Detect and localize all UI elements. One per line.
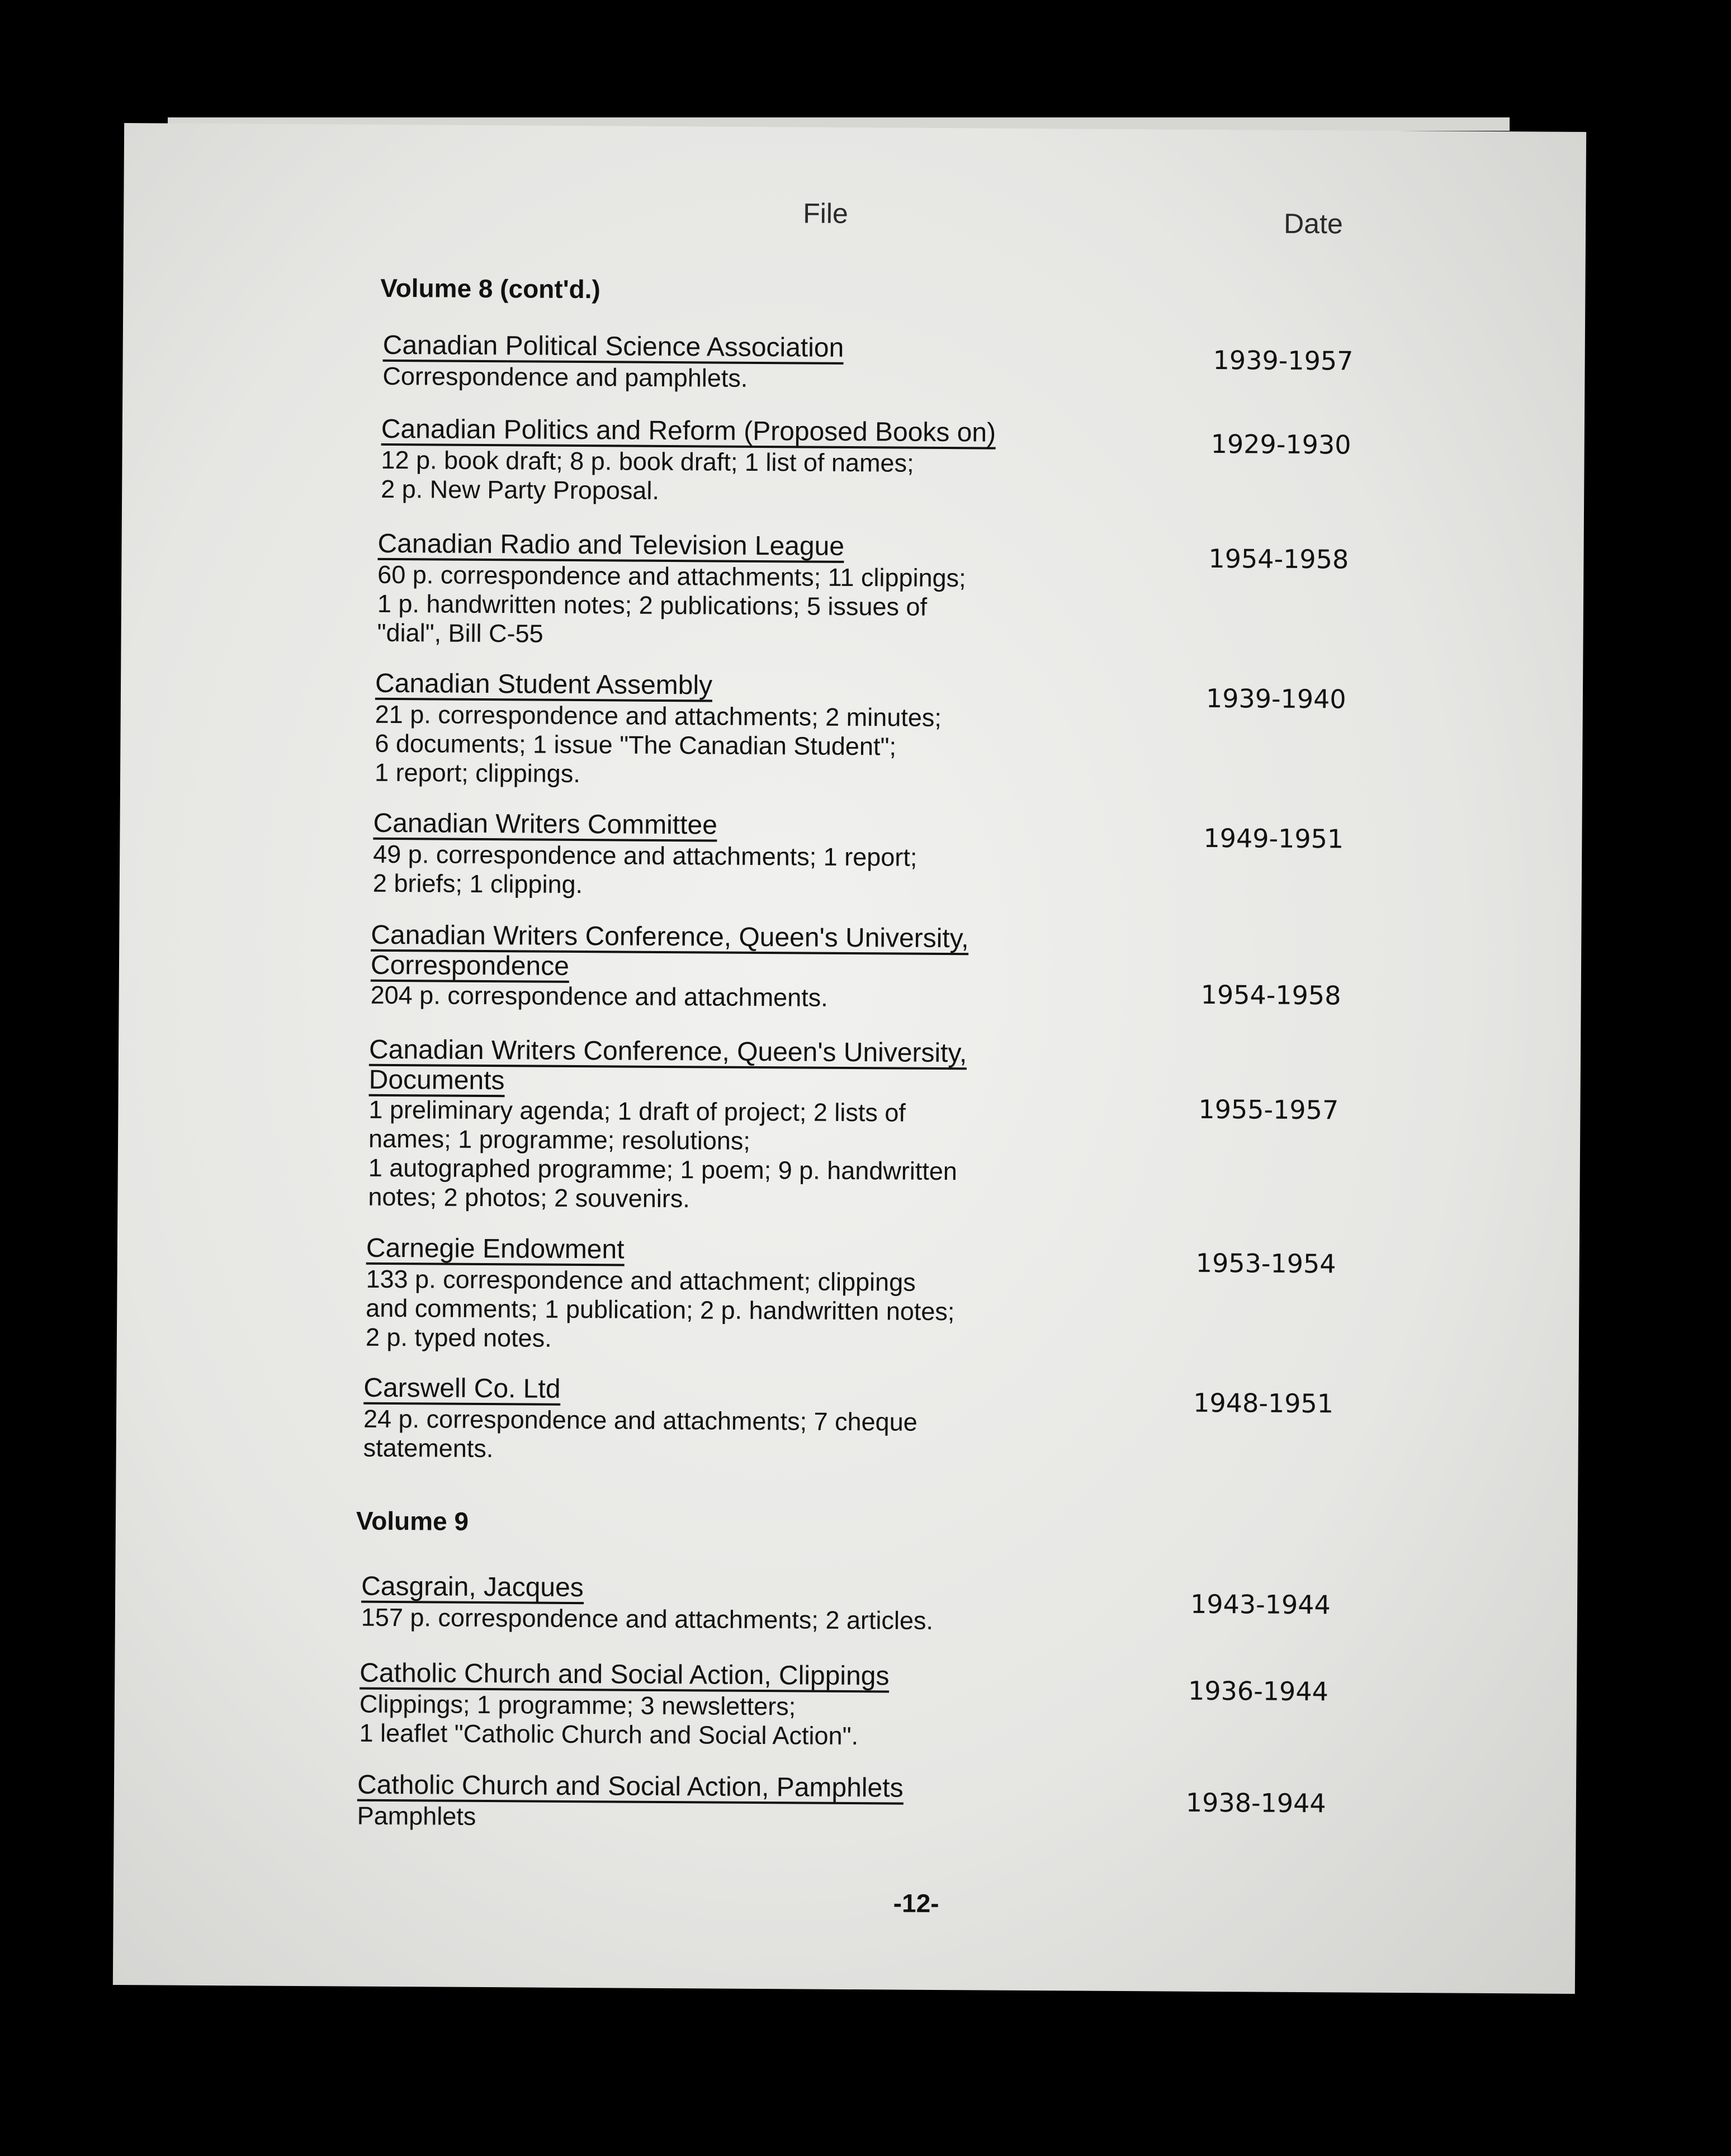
entry-description-line: 21 p. correspondence and attachments; 2 minutes; xyxy=(375,699,942,732)
entry-description-line: 1 preliminary agenda; 1 draft of project; 2 lists of xyxy=(368,1095,906,1127)
entry-title xyxy=(361,1573,584,1604)
entry-description-line: 24 p. correspondence and attachments; 7 cheque xyxy=(363,1404,917,1436)
entry-description xyxy=(381,446,914,507)
entry-date: 1929-1930 xyxy=(1210,428,1351,460)
entry-date: 1939-1940 xyxy=(1205,683,1346,715)
entry-date: 1953-1954 xyxy=(1195,1247,1336,1279)
entry-description-line: 2 p. typed notes. xyxy=(365,1322,552,1353)
volume-8-heading: Volume 8 (cont'd.) xyxy=(380,273,600,304)
entry-description xyxy=(371,981,828,1013)
entry-description-line: 1 autographed programme; 1 poem; 9 p. handwritten xyxy=(368,1153,958,1186)
page-number: -12- xyxy=(893,1888,939,1918)
entry-description xyxy=(375,700,942,791)
entry-date: 1948-1951 xyxy=(1193,1387,1334,1419)
date-column-header: Date xyxy=(1283,207,1343,240)
entry-title xyxy=(375,670,712,702)
entry-title-line: Carswell Co. Ltd xyxy=(363,1374,560,1406)
entry-title-line: Canadian Student Assembly xyxy=(375,670,712,702)
entry-title xyxy=(357,1771,904,1805)
entry-description xyxy=(373,840,917,901)
entry-description-line: Pamphlets xyxy=(357,1801,476,1831)
entry-date: 1938-1944 xyxy=(1185,1787,1326,1819)
entry-date: 1949-1951 xyxy=(1203,822,1344,854)
entry-title xyxy=(366,1235,625,1266)
entry-description xyxy=(368,1095,957,1215)
entry-title-line: Correspondence xyxy=(371,952,569,983)
entry-description-line: 2 p. New Party Proposal. xyxy=(381,474,660,505)
entry-description xyxy=(382,362,748,393)
entry-date: 1943-1944 xyxy=(1190,1588,1331,1620)
entry-title-line: Canadian Politics and Reform (Proposed Books on) xyxy=(381,415,996,450)
entry-description-line: 60 p. correspondence and attachments; 11 clippings; xyxy=(377,560,966,593)
entry-description xyxy=(361,1603,933,1635)
entry-description-line: 49 p. correspondence and attachments; 1 report; xyxy=(373,839,917,872)
entry-title-line: Canadian Writers Committee xyxy=(373,810,717,842)
entry-title-line: Documents xyxy=(369,1066,505,1097)
entry-description-line: names; 1 programme; resolutions; xyxy=(368,1124,751,1155)
entry-description-line: 2 briefs; 1 clipping. xyxy=(372,868,583,899)
entry-title-line: Casgrain, Jacques xyxy=(361,1573,584,1604)
entry-description-line: "dial", Bill C-55 xyxy=(377,618,543,648)
entry-description-line: 204 p. correspondence and attachments. xyxy=(370,980,828,1012)
entry-description-line: Clippings; 1 programme; 3 newsletters; xyxy=(359,1689,796,1721)
entry-description xyxy=(366,1265,955,1355)
entry-description-line: 12 p. book draft; 8 p. book draft; 1 list of names; xyxy=(381,445,914,477)
entry-title-line: Canadian Radio and Television League xyxy=(377,530,844,563)
entry-description-line: 6 documents; 1 issue "The Canadian Student"; xyxy=(375,729,897,761)
entry-title xyxy=(377,530,844,563)
entry-title xyxy=(381,415,996,450)
entry-description-line: 157 p. correspondence and attachments; 2 articles. xyxy=(361,1602,934,1635)
entry-title xyxy=(363,1374,560,1406)
entry-title xyxy=(360,1659,889,1693)
entry-description-line: 1 p. handwritten notes; 2 publications; 5 issues of xyxy=(377,589,928,621)
entry-description-line: notes; 2 photos; 2 souvenirs. xyxy=(368,1182,690,1213)
entry-title xyxy=(371,921,969,986)
entry-title-line: Canadian Political Science Association xyxy=(383,332,844,365)
entry-description-line: and comments; 1 publication; 2 p. handwritten notes; xyxy=(366,1293,955,1326)
entry-description-line: statements. xyxy=(363,1433,494,1463)
entry-description xyxy=(357,1802,476,1831)
entry-description xyxy=(359,1690,858,1751)
entry-title-line: Carnegie Endowment xyxy=(366,1235,625,1266)
entry-date: 1954-1958 xyxy=(1208,543,1349,575)
entry-description xyxy=(363,1405,917,1466)
entry-title-line: Canadian Writers Conference, Queen's University, xyxy=(371,921,969,956)
entry-date: 1939-1957 xyxy=(1213,344,1354,376)
entry-date: 1936-1944 xyxy=(1188,1675,1328,1707)
entry-description xyxy=(377,560,966,651)
entry-description-line: 1 leaflet "Catholic Church and Social Action". xyxy=(359,1718,859,1751)
entry-title xyxy=(369,1036,967,1100)
entry-title xyxy=(383,332,844,365)
entry-description-line: Correspondence and pamphlets. xyxy=(382,361,748,393)
entry-description-line: 133 p. correspondence and attachment; clippings xyxy=(366,1264,916,1297)
file-column-header: File xyxy=(803,197,848,229)
entry-date: 1955-1957 xyxy=(1198,1094,1339,1126)
entry-title-line: Catholic Church and Social Action, Clippings xyxy=(360,1659,889,1693)
volume-9-heading: Volume 9 xyxy=(356,1506,469,1536)
entry-title-line: Canadian Writers Conference, Queen's University, xyxy=(369,1036,967,1070)
entry-title xyxy=(373,810,717,842)
document-page xyxy=(113,123,1586,1994)
entry-description-line: 1 report; clippings. xyxy=(374,758,580,788)
entry-title-line: Catholic Church and Social Action, Pamphlets xyxy=(357,1771,904,1805)
entry-date: 1954-1958 xyxy=(1200,979,1341,1011)
